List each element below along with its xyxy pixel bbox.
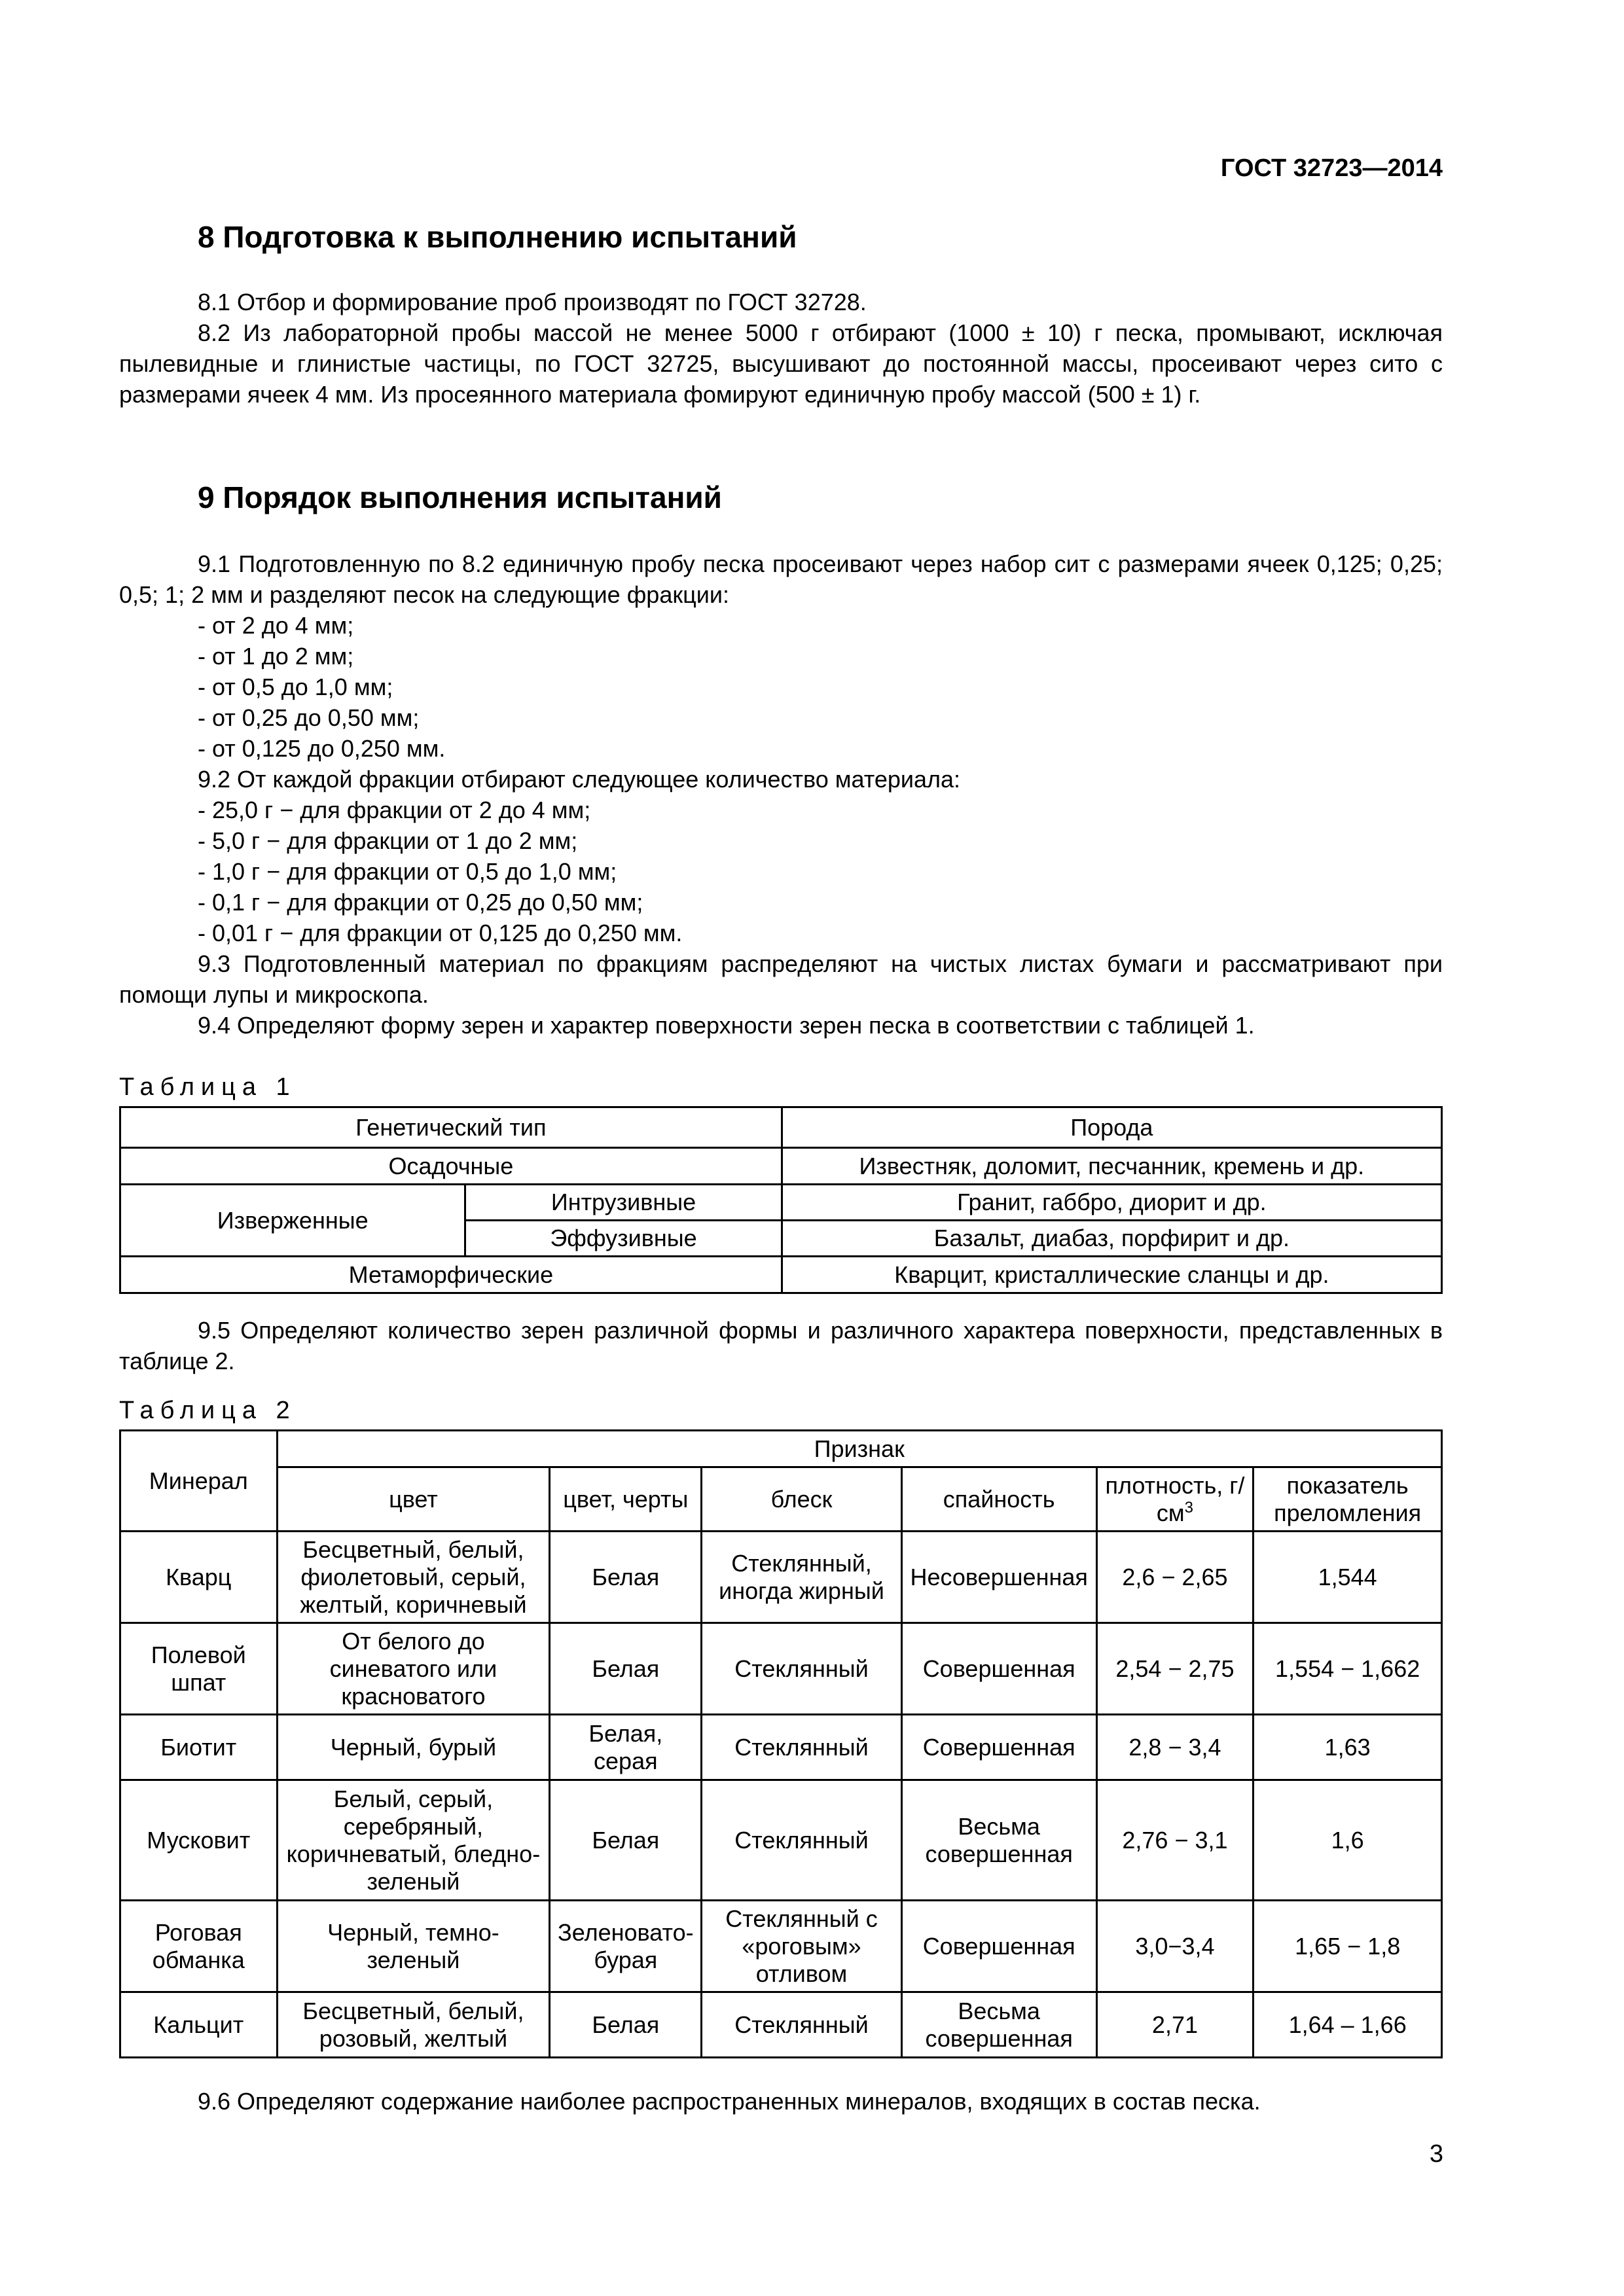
table-2-caption: Таблица 2 xyxy=(119,1397,297,1424)
document-code-header: ГОСТ 32723—2014 xyxy=(1220,154,1443,182)
luster-cell: Стеклянный xyxy=(702,1623,901,1715)
refraction-cell: 1,544 xyxy=(1254,1532,1442,1623)
color-cell: Черный, темно-зеленый xyxy=(277,1901,550,1992)
table-1-cell: Кварцит, кристаллические сланцы и др. xyxy=(782,1257,1441,1293)
table-1-cell: Осадочные xyxy=(120,1148,782,1185)
list-item: - от 1 до 2 мм; xyxy=(198,643,354,670)
density-cell: 2,8 − 3,4 xyxy=(1096,1715,1254,1780)
table-1-cell: Интрузивные xyxy=(465,1185,782,1221)
table-2-header-mineral: Минерал xyxy=(120,1431,278,1532)
paragraph-9-2: 9.2 От каждой фракции отбирают следующее количество материала: xyxy=(198,766,961,793)
streak-cell: Белая xyxy=(550,1532,702,1623)
list-item: - 0,01 г − для фракции от 0,125 до 0,250 мм. xyxy=(198,920,683,946)
color-cell: Черный, бурый xyxy=(277,1715,550,1780)
luster-cell: Стеклянный xyxy=(702,1715,901,1780)
refraction-cell: 1,554 − 1,662 xyxy=(1254,1623,1442,1715)
streak-cell: Белая, серая xyxy=(550,1715,702,1780)
table-1-cell: Известняк, доломит, песчанник, кремень и др. xyxy=(782,1148,1441,1185)
cleavage-cell: Несовершенная xyxy=(901,1532,1096,1623)
table-1-cell: Изверженные xyxy=(120,1185,465,1257)
paragraph-8-2: 8.2 Из лабораторной пробы массой не менее 5000 г отбирают (1000 ± 10) г песка, промывают, исключая пылевидные и глинистые частицы, по ГОСТ 32725, высушивают до постоянной массы, просеивают через сито с размерами ячеек 4 мм. Из просеянного материала фомируют единичную пробу массой (500 ± 1) г. xyxy=(119,319,1443,408)
table-1-cell: Эффузивные xyxy=(465,1221,782,1257)
paragraph-8-1: 8.1 Отбор и формирование проб производят по ГОСТ 32728. xyxy=(198,289,867,315)
color-cell: Бесцветный, белый, розовый, желтый xyxy=(277,1992,550,2058)
luster-cell: Стеклянный xyxy=(702,1780,901,1901)
mineral-cell: Кальцит xyxy=(120,1992,278,2058)
table-1-cell: Гранит, габбро, диорит и др. xyxy=(782,1185,1441,1221)
table-2 xyxy=(119,1429,1443,2058)
color-cell: Бесцветный, белый, фиолетовый, серый, желтый, коричневый xyxy=(277,1532,550,1623)
table-1 xyxy=(119,1106,1443,1294)
cleavage-cell: Совершенная xyxy=(901,1901,1096,1992)
cleavage-cell: Совершенная xyxy=(901,1623,1096,1715)
paragraph-9-5: 9.5 Определяют количество зерен различной формы и различного характера поверхности, представленных в таблице 2. xyxy=(119,1317,1443,1374)
cleavage-cell: Весьма совершенная xyxy=(901,1992,1096,2058)
density-cell: 3,0−3,4 xyxy=(1096,1901,1254,1992)
section-9-text xyxy=(119,548,1443,1041)
table-1-header-type: Генетический тип xyxy=(120,1107,782,1148)
density-label: плотность, г/см xyxy=(1105,1471,1245,1526)
table-row xyxy=(120,1623,1442,1715)
color-cell: Белый, серый, серебряный, коричневатый, бледно-зеленый xyxy=(277,1780,550,1901)
table-row xyxy=(120,1780,1442,1901)
color-cell: От белого до синеватого или красноватого xyxy=(277,1623,550,1715)
density-cell: 2,6 − 2,65 xyxy=(1096,1532,1254,1623)
luster-cell: Стеклянный с «роговым» отливом xyxy=(702,1901,901,1992)
table-row xyxy=(120,1532,1442,1623)
refraction-cell: 1,6 xyxy=(1254,1780,1442,1901)
density-cell: 2,76 − 3,1 xyxy=(1096,1780,1254,1901)
section-9-title: 9 Порядок выполнения испытаний xyxy=(198,480,722,514)
mineral-cell: Полевой шпат xyxy=(120,1623,278,1715)
luster-cell: Стеклянный xyxy=(702,1992,901,2058)
refraction-cell: 1,65 − 1,8 xyxy=(1254,1901,1442,1992)
list-item: - 5,0 г − для фракции от 1 до 2 мм; xyxy=(198,827,578,854)
list-item: - 1,0 г − для фракции от 0,5 до 1,0 мм; xyxy=(198,858,617,885)
mineral-cell: Роговая обманка xyxy=(120,1901,278,1992)
cleavage-cell: Весьма совершенная xyxy=(901,1780,1096,1901)
table-2-header-density xyxy=(1096,1467,1254,1532)
mineral-cell: Мусковит xyxy=(120,1780,278,1901)
density-unit-superscript: 3 xyxy=(1184,1498,1194,1516)
paragraph-9-6: 9.6 Определяют содержание наиболее распространенных минералов, входящих в состав песка. xyxy=(198,2088,1261,2115)
paragraph-9-4: 9.4 Определяют форму зерен и характер поверхности зерен песка в соответствии с таблицей 1. xyxy=(198,1012,1255,1039)
table-row xyxy=(120,1901,1442,1992)
refraction-cell: 1,64 – 1,66 xyxy=(1254,1992,1442,2058)
table-2-header-luster: блеск xyxy=(702,1467,901,1532)
table-1-header-rock: Порода xyxy=(782,1107,1441,1148)
paragraph-9-3: 9.3 Подготовленный материал по фракциям распределяют на чистых листах бумаги и рассматривают при помощи лупы и микроскопа. xyxy=(119,950,1443,1008)
table-2-header-refraction: показатель преломления xyxy=(1254,1467,1442,1532)
list-item: - от 0,5 до 1,0 мм; xyxy=(198,673,393,700)
table-2-header-color: цвет xyxy=(277,1467,550,1532)
list-item: - 0,1 г − для фракции от 0,25 до 0,50 мм; xyxy=(198,889,643,916)
list-item: - от 0,25 до 0,50 мм; xyxy=(198,704,420,731)
streak-cell: Белая xyxy=(550,1623,702,1715)
paragraph-9-6-block xyxy=(119,2086,1443,2117)
mineral-cell: Биотит xyxy=(120,1715,278,1780)
refraction-cell: 1,63 xyxy=(1254,1715,1442,1780)
table-row xyxy=(120,1992,1442,2058)
streak-cell: Белая xyxy=(550,1780,702,1901)
table-2-header-feature: Признак xyxy=(277,1431,1442,1467)
mineral-cell: Кварц xyxy=(120,1532,278,1623)
table-row xyxy=(120,1715,1442,1780)
cleavage-cell: Совершенная xyxy=(901,1715,1096,1780)
streak-cell: Зеленовато-бурая xyxy=(550,1901,702,1992)
list-item: - от 0,125 до 0,250 мм. xyxy=(198,735,446,762)
luster-cell: Стеклянный, иногда жирный xyxy=(702,1532,901,1623)
page-number: 3 xyxy=(1429,2140,1443,2168)
density-cell: 2,71 xyxy=(1096,1992,1254,2058)
table-1-cell: Метаморфические xyxy=(120,1257,782,1293)
streak-cell: Белая xyxy=(550,1992,702,2058)
section-8-text xyxy=(119,287,1443,410)
list-item: - от 2 до 4 мм; xyxy=(198,612,354,639)
table-2-header-cleavage: спайность xyxy=(901,1467,1096,1532)
list-item: - 25,0 г − для фракции от 2 до 4 мм; xyxy=(198,797,591,823)
paragraph-9-1: 9.1 Подготовленную по 8.2 единичную пробу песка просеивают через набор сит с размерами ячеек 0,125; 0,25; 0,5; 1; 2 мм и разделяют песок на следующие фракции: xyxy=(119,550,1443,608)
paragraph-9-5-block xyxy=(119,1315,1443,1376)
table-2-header-streak: цвет, черты xyxy=(550,1467,702,1532)
section-8-title: 8 Подготовка к выполнению испытаний xyxy=(198,220,797,254)
table-1-caption: Таблица 1 xyxy=(119,1073,297,1101)
table-1-cell: Базальт, диабаз, порфирит и др. xyxy=(782,1221,1441,1257)
density-cell: 2,54 − 2,75 xyxy=(1096,1623,1254,1715)
